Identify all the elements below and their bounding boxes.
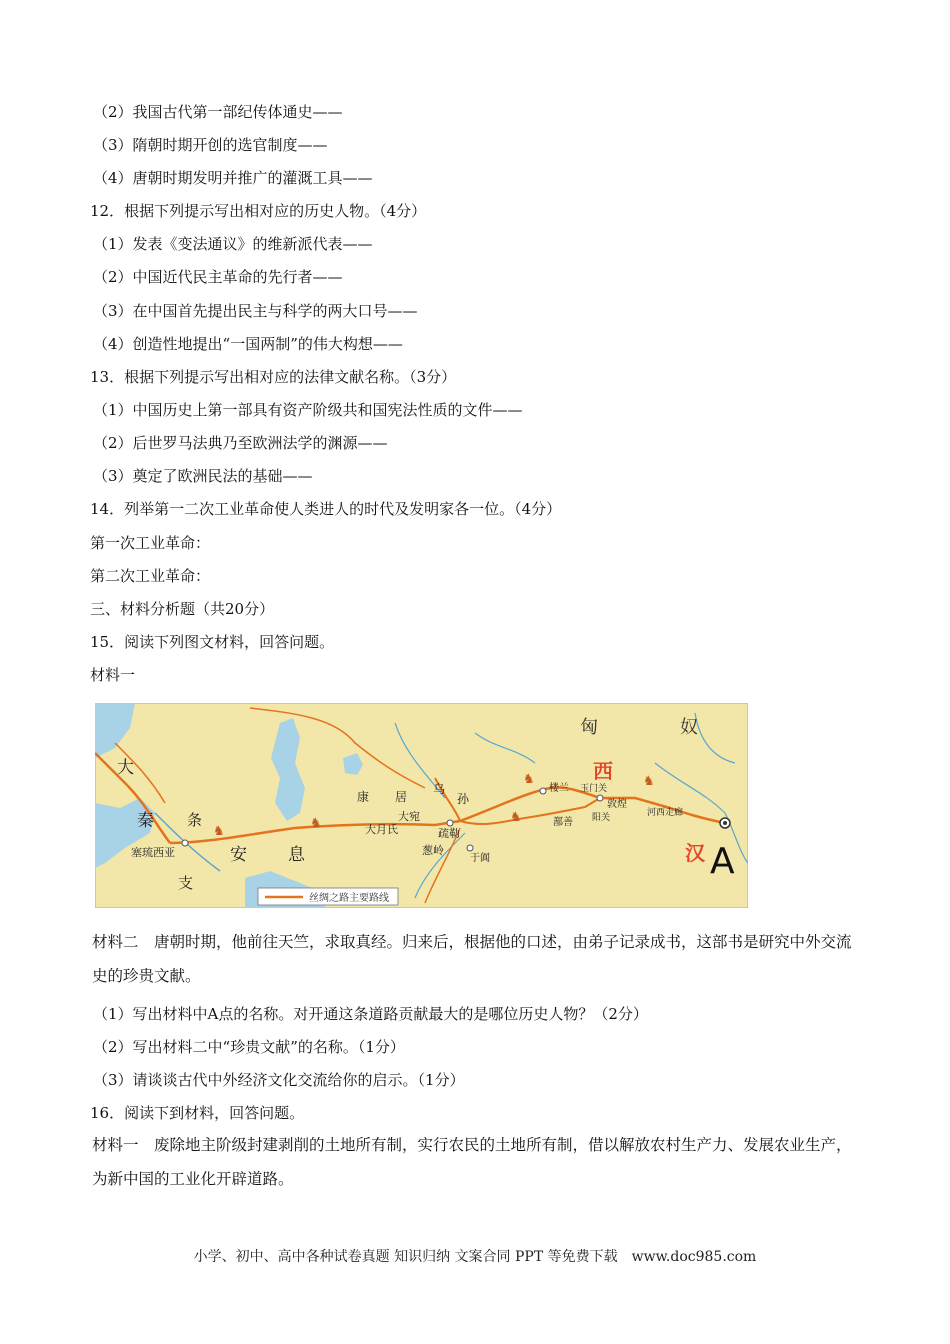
question-12: 12．根据下列提示写出相对应的历史人物。（4分） [90, 202, 427, 220]
text-line: （4）创造性地提出“一国两制”的伟大构想—— [93, 335, 403, 353]
material-two: 材料二 唐朝时期，他前往天竺，求取真经。归来后，根据他的口述，由弟子记录成书，这部书是研究中外交流史的珍贵文献。 [92, 933, 852, 985]
city-dot [540, 788, 546, 794]
text-line: （3）在中国首先提出民主与科学的两大口号—— [93, 302, 418, 320]
label-shule: 疏勒 [438, 827, 460, 840]
camel-icon: ♞ [643, 774, 655, 789]
label-wusun-1: 乌 [433, 782, 446, 796]
question-15-1: （1）写出材料中A点的名称。对开通这条道路贡献最大的是哪位历史人物？（2分） [93, 1005, 648, 1023]
page-footer: 小学、初中、高中各种试卷真题 知识归纳 文案合同 PPT 等免费下载 www.doc985.com [193, 1249, 757, 1265]
label-an: 安 [230, 845, 247, 865]
text-line: （2）中国近代民主革命的先行者—— [93, 268, 343, 286]
label-wusun-2: 孙 [457, 792, 470, 806]
silk-road-map [95, 703, 748, 908]
label-dunhuang: 敦煌 [607, 799, 627, 810]
camel-icon: ♞ [510, 810, 522, 825]
question-14: 14．列举第一二次工业革命使人类进人的时代及发明家各一位。（4分） [90, 500, 562, 518]
question-15-3: （3）请谈谈古代中外经济文化交流给你的启示。（1分） [93, 1071, 465, 1089]
text-line: （3）奠定了欧洲民法的基础—— [93, 467, 313, 485]
label-seleucia: 塞琉西亚 [131, 846, 175, 859]
label-point-a: A [710, 841, 735, 882]
question-13: 13．根据下列提示写出相对应的法律文献名称。（3分） [90, 368, 457, 386]
city-dot [447, 820, 453, 826]
label-hexizoulang: 河西走廊 [647, 808, 684, 818]
text-line: 第一次工业革命： [90, 534, 211, 552]
city-dot [182, 840, 188, 846]
label-kangju-1: 康 [357, 790, 370, 804]
text-line: （4）唐朝时期发明并推广的灌溉工具—— [93, 169, 373, 187]
text-line: （3）隋朝时期开创的选官制度—— [93, 136, 328, 154]
label-kangju-2: 居 [395, 790, 408, 804]
question-15-2: （2）写出材料二中“珍贵文献”的名称。（1分） [93, 1038, 405, 1056]
text-line: （2）后世罗马法典乃至欧洲法学的渊源—— [93, 434, 388, 452]
camel-icon: ♞ [310, 816, 322, 831]
label-dayuan: 大宛 [398, 810, 420, 823]
label-xi-red: 西 [593, 759, 613, 783]
label-dayuezhi: 大月氏 [365, 823, 398, 836]
label-han-red: 汉 [685, 841, 705, 865]
label-xiongnu-2: 奴 [680, 717, 698, 738]
label-tiao: 条 [187, 811, 203, 829]
point-a-center [723, 821, 727, 825]
label-qin: 秦 [137, 811, 154, 831]
camel-icon: ♞ [213, 824, 225, 839]
label-xiongnu-1: 匈 [580, 717, 598, 738]
silk-road-map-svg [95, 703, 748, 908]
question-16: 16．阅读下到材料，回答问题。 [90, 1104, 305, 1122]
label-yutian: 于阗 [470, 853, 490, 864]
legend-label: 丝绸之路主要路线 [309, 893, 389, 904]
material-label: 材料一 [90, 666, 136, 684]
camel-icon: ♞ [523, 772, 535, 787]
city-dot [467, 845, 473, 851]
label-zhi: 支 [178, 874, 194, 892]
label-xi: 息 [288, 845, 305, 865]
text-line: 第二次工业革命： [90, 567, 211, 585]
text-line: （1）发表《变法通议》的维新派代表—— [93, 235, 373, 253]
label-yangguan: 阳关 [592, 813, 611, 823]
label-da: 大 [117, 758, 134, 778]
question-15: 15．阅读下列图文材料，回答问题。 [90, 633, 335, 651]
text-line: （1）中国历史上第一部具有资产阶级共和国宪法性质的文件—— [93, 401, 523, 419]
label-shanshan: 鄯善 [553, 817, 573, 828]
label-loulan: 楼兰 [549, 783, 569, 794]
material-16-one: 材料一 废除地主阶级封建剥削的土地所有制，实行农民的土地所有制，借以解放农村生产力、发展农业生产，为新中国的工业化开辟道路。 [92, 1136, 852, 1188]
city-dot [597, 795, 603, 801]
section-heading: 三、材料分析题（共20分） [90, 600, 275, 618]
label-yumenguan: 玉门关 [580, 784, 608, 794]
text-line: （2）我国古代第一部纪传体通史—— [93, 103, 343, 121]
label-congling: 葱岭 [422, 844, 444, 857]
